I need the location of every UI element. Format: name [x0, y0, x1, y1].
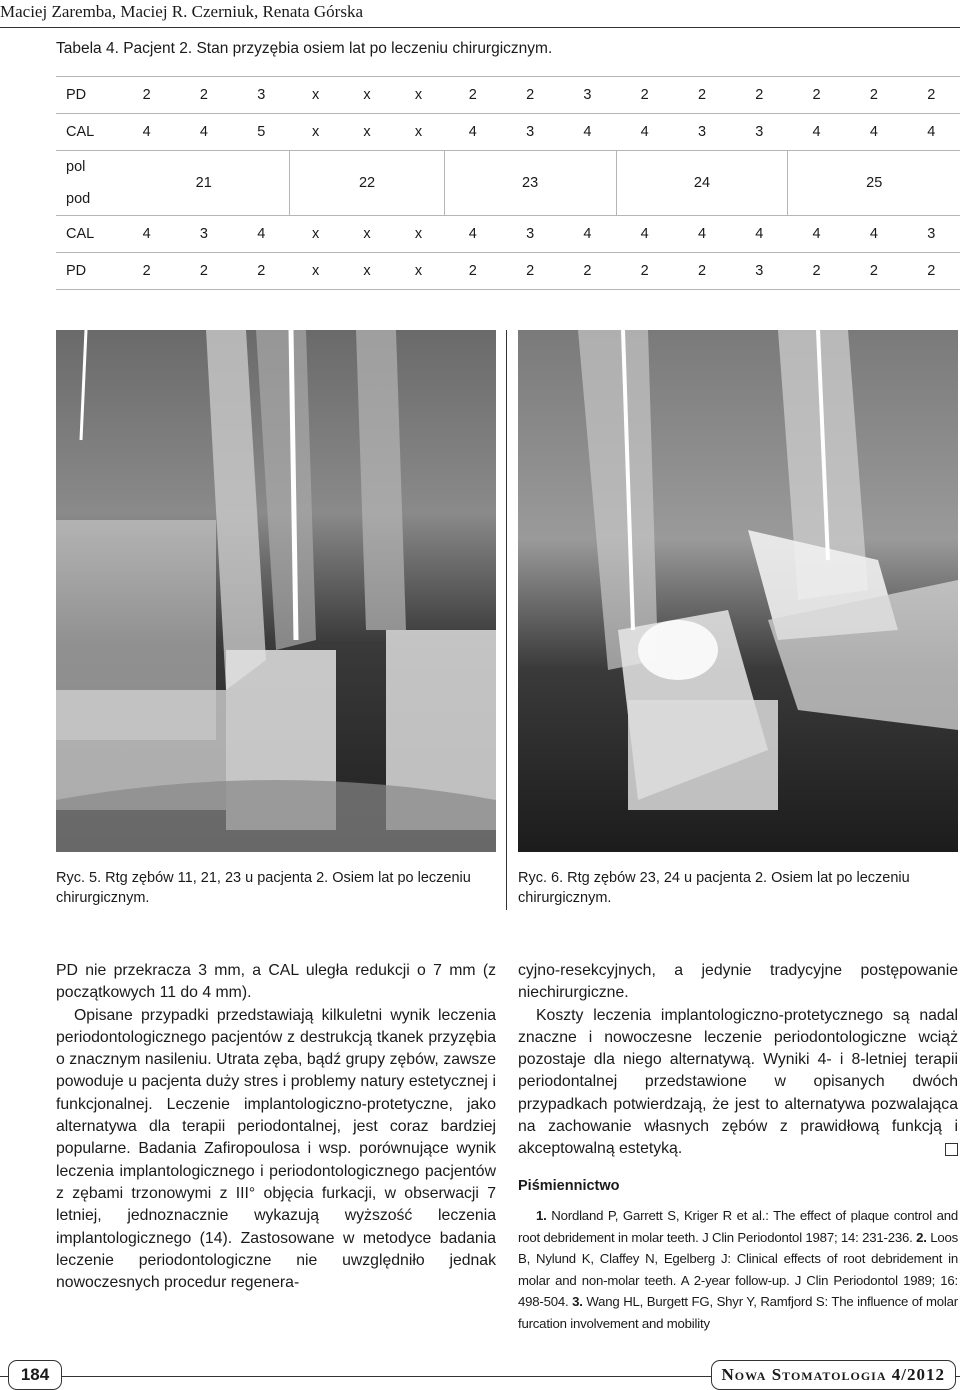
reference-number: 1. [536, 1207, 547, 1223]
table-cell: x [341, 77, 392, 114]
paragraph [518, 1005, 958, 1161]
table-cell: x [393, 77, 444, 114]
body-column-left [56, 960, 496, 1294]
table-cell: 4 [673, 216, 730, 253]
table-cell: 3 [233, 77, 290, 114]
table-cell: 2 [845, 77, 902, 114]
table-cell: x [341, 253, 392, 290]
table-cell: 2 [118, 77, 175, 114]
table-cell: 3 [731, 253, 788, 290]
references-heading: Piśmiennictwo [518, 1177, 620, 1194]
row-label-pol: pol [56, 151, 118, 184]
reference-item [518, 1294, 958, 1331]
table-cell: x [393, 216, 444, 253]
end-of-article-mark [945, 1143, 958, 1156]
paragraph: Opisane przypadki przedstawiają kilkuletni wynik leczenia periodontologicznego pacjentów z destrukcją tkanek przyzębia o znacznym nasileniu. Utrata zęba, bądź grupy zębów, zawsze powoduje u pacjenta duży stres i problemy natury estetycznej i funkcjonalnej. Leczenie implantologiczno-protetyczne, jako alternatywa dla terapii periodontalnej, jest coraz bardziej popularne. Badania Zafiropoulosa i wsp. porównujące wynik leczenia implantologicznego i periodontologicznego pacjentów z zębami trzonowymi z III° objęcia furkacji, w obserwacji 7 letniej, jednoznacznie wykazują wyższość leczenia implantologicznego (14). Zastosowane w metodyce badania leczenie periodontologiczne nie uwzględniło jednak nowoczesnych procedur regenera- [56, 1006, 496, 1292]
table-row [56, 151, 960, 184]
table-row [56, 253, 960, 290]
table-cell: 4 [616, 114, 673, 151]
figure-divider [506, 330, 507, 910]
table-cell: x [341, 216, 392, 253]
table-row [56, 77, 960, 114]
table-cell: 4 [845, 114, 902, 151]
reference-text: Loos B, Nylund K, Claffey N, Egelberg J: Clinical effects of root debridement in molar and non-molar teeth. A 2-year follow-up. J Clin Periodontol 1989; 16: 498-504. [518, 1229, 958, 1310]
table-cell: x [393, 253, 444, 290]
table-cell: 4 [175, 114, 232, 151]
table-cell: 4 [788, 216, 845, 253]
tooth-number: 24 [616, 151, 788, 216]
table-cell: 2 [616, 253, 673, 290]
table-cell: 3 [501, 114, 558, 151]
table-cell: 4 [616, 216, 673, 253]
references-list [518, 1205, 958, 1335]
table-cell: 4 [118, 114, 175, 151]
table-cell: x [290, 77, 341, 114]
page-number: 184 [8, 1360, 62, 1390]
table-cell: 3 [673, 114, 730, 151]
table-cell: 4 [788, 114, 845, 151]
table-cell: 2 [673, 253, 730, 290]
table-cell: 3 [903, 216, 960, 253]
reference-text: Wang HL, Burgett FG, Shyr Y, Ramfjord S: The influence of molar furcation involvement and mobility [518, 1294, 958, 1331]
paragraph: cyjno-resekcyjnych, a jedynie tradycyjne postępowanie niechirurgiczne. [518, 962, 958, 1002]
table-cell: 4 [559, 114, 616, 151]
table-cell: 2 [444, 77, 501, 114]
figure-6-caption: Ryc. 6. Rtg zębów 23, 24 u pacjenta 2. Osiem lat po leczeniu chirurgicznym. [518, 870, 910, 906]
reference-item [518, 1208, 958, 1245]
header-rule [0, 27, 960, 28]
row-label: PD [56, 77, 118, 114]
xray-figure-6 [518, 330, 958, 852]
table-cell: x [341, 114, 392, 151]
table-cell: 2 [559, 253, 616, 290]
table-cell: 2 [903, 77, 960, 114]
paragraph: PD nie przekracza 3 mm, a CAL uległa redukcji o 7 mm (z początkowych 11 do 4 mm). [56, 962, 496, 1002]
table-cell: x [393, 114, 444, 151]
table-cell: 2 [501, 77, 558, 114]
row-label: PD [56, 253, 118, 290]
table-cell: 2 [175, 253, 232, 290]
journal-name: Nowa Stomatologia 4/2012 [711, 1360, 956, 1390]
tooth-number: 25 [788, 151, 960, 216]
periodontal-table [56, 76, 960, 290]
table-cell: 4 [903, 114, 960, 151]
xray-figure-6-image [518, 330, 958, 852]
reference-number: 3. [572, 1294, 583, 1310]
table-cell: x [290, 114, 341, 151]
table-cell: 2 [788, 77, 845, 114]
table-cell: 2 [175, 77, 232, 114]
xray-figure-5-image [56, 330, 496, 852]
tooth-number: 21 [118, 151, 290, 216]
table-cell: 4 [559, 216, 616, 253]
table-cell: 4 [233, 216, 290, 253]
table-cell: 3 [175, 216, 232, 253]
table-cell: 3 [731, 114, 788, 151]
table-caption: Tabela 4. Pacjent 2. Stan przyzębia osiem lat po leczeniu chirurgicznym. [56, 40, 553, 57]
table-cell: 2 [501, 253, 558, 290]
table-cell: 3 [501, 216, 558, 253]
table-cell: x [290, 253, 341, 290]
table-cell: 3 [559, 77, 616, 114]
table-cell: 5 [233, 114, 290, 151]
reference-number: 2. [916, 1229, 927, 1245]
tooth-number: 23 [444, 151, 616, 216]
table-cell: x [290, 216, 341, 253]
table-cell: 4 [444, 114, 501, 151]
table-cell: 2 [673, 77, 730, 114]
table-cell: 4 [118, 216, 175, 253]
row-label: CAL [56, 114, 118, 151]
table-cell: 4 [845, 216, 902, 253]
figure-5-caption: Ryc. 5. Rtg zębów 11, 21, 23 u pacjenta 2. Osiem lat po leczeniu chirurgicznym. [56, 870, 471, 906]
table-cell: 2 [731, 77, 788, 114]
table-cell: 2 [788, 253, 845, 290]
table-cell: 2 [903, 253, 960, 290]
row-label-pod: pod [66, 191, 91, 207]
tooth-number: 22 [290, 151, 444, 216]
table-cell: 2 [444, 253, 501, 290]
paragraph-text: Koszty leczenia implantologiczno-protetycznego są nadal znaczne i nowoczesne leczenie periodontologiczne wciąż pozostaje dla niego alternatywą. Wyniki 4- i 8-letniej terapii periodontalnej przedstawione w opisanych dwóch przypadkach potwierdzają, że jest to alternatywa pozwalająca na zachowanie własnych zębów z prawidłową funkcją i akceptowalną estetyką. [518, 1006, 958, 1158]
table-row [56, 114, 960, 151]
table-cell: 4 [444, 216, 501, 253]
table-cell: 2 [616, 77, 673, 114]
xray-figure-5 [56, 330, 496, 852]
row-label: CAL [56, 216, 118, 253]
table-cell: 4 [731, 216, 788, 253]
reference-text: Nordland P, Garrett S, Kriger R et al.: The effect of plaque control and root debridement in molar teeth. J Clin Periodontol 1987; 14: 231-236. [518, 1207, 959, 1245]
running-header-authors: Maciej Zaremba, Maciej R. Czerniuk, Renata Górska [0, 2, 364, 21]
table-cell: 2 [233, 253, 290, 290]
table-cell: 2 [845, 253, 902, 290]
table-row [56, 216, 960, 253]
table-cell: 2 [118, 253, 175, 290]
body-column-right [518, 960, 958, 1335]
